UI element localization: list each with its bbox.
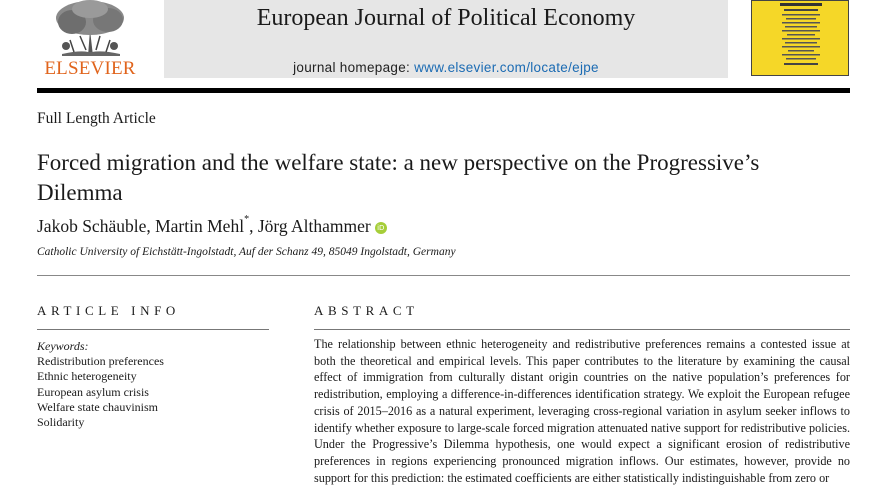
- abstract-text: The relationship between ethnic heterogeneity and redistributive preferences remains a contested issue at both the theoretical and empirical levels. This paper contributes to the literature by examining the causal effect of immigration from culturally distant origin countries on the native population’s preferences for redistribution, employing a difference-in-differences identification strategy. We exploit the European refugee crisis of 2015–2016 as a natural experiment, leveraging cross-regional variation in asylum seeker inflows to identify whether exposure to large-scale forced migration attenuated native support for redistributive policies. Under the Progressive’s Dilemma hypothesis, one would expect a significant erosion of redistributive preferences in regions experiencing pronounced migration inflows. Our estimates, however, provide no support for this prediction: the estimated coefficients are either statistically indistinguishable from zero or: [314, 337, 850, 485]
- keywords-block: [37, 339, 164, 430]
- keyword-item: Redistribution preferences: [37, 354, 164, 369]
- author-affiliation: Catholic University of Eichstätt-Ingolstadt, Auf der Schanz 49, 85049 Ingolstadt, Germany: [37, 246, 456, 258]
- author-name[interactable]: , Jörg Althammer: [249, 216, 371, 236]
- author-list: [37, 216, 387, 237]
- section-divider: [37, 275, 850, 276]
- homepage-label: journal homepage:: [293, 60, 411, 75]
- journal-cover-thumbnail[interactable]: [751, 0, 849, 76]
- abstract-rule: [314, 329, 850, 330]
- article-type: Full Length Article: [37, 110, 156, 127]
- journal-homepage: [164, 60, 728, 75]
- author-name[interactable]: Jakob Schäuble,: [37, 216, 156, 236]
- article-title: Forced migration and the welfare state: a new perspective on the Progressive’s Dilemma: [37, 150, 760, 205]
- keyword-item: Ethnic heterogeneity: [37, 369, 137, 384]
- journal-banner: [164, 0, 728, 78]
- elsevier-logo[interactable]: [38, 0, 142, 80]
- keyword-item: Solidarity: [37, 415, 85, 430]
- corresponding-author-mark[interactable]: *: [244, 214, 250, 225]
- cover-contents-icon: [776, 1, 826, 71]
- author-name[interactable]: Martin Mehl: [155, 216, 245, 236]
- keywords-label: Keywords:: [37, 339, 89, 353]
- homepage-link[interactable]: www.elsevier.com/locate/ejpe: [414, 60, 599, 75]
- article-info-heading: ARTICLE INFO: [37, 303, 180, 318]
- article-info-rule: [37, 329, 269, 330]
- keyword-item: European asylum crisis: [37, 384, 149, 399]
- abstract-heading: ABSTRACT: [314, 303, 419, 318]
- header-divider: [37, 88, 850, 93]
- elsevier-tree-icon: [40, 0, 140, 56]
- keyword-item: Welfare state chauvinism: [37, 399, 158, 414]
- journal-title[interactable]: European Journal of Political Economy: [256, 5, 636, 31]
- orcid-icon[interactable]: iD: [375, 222, 387, 234]
- elsevier-wordmark: ELSEVIER: [44, 58, 136, 79]
